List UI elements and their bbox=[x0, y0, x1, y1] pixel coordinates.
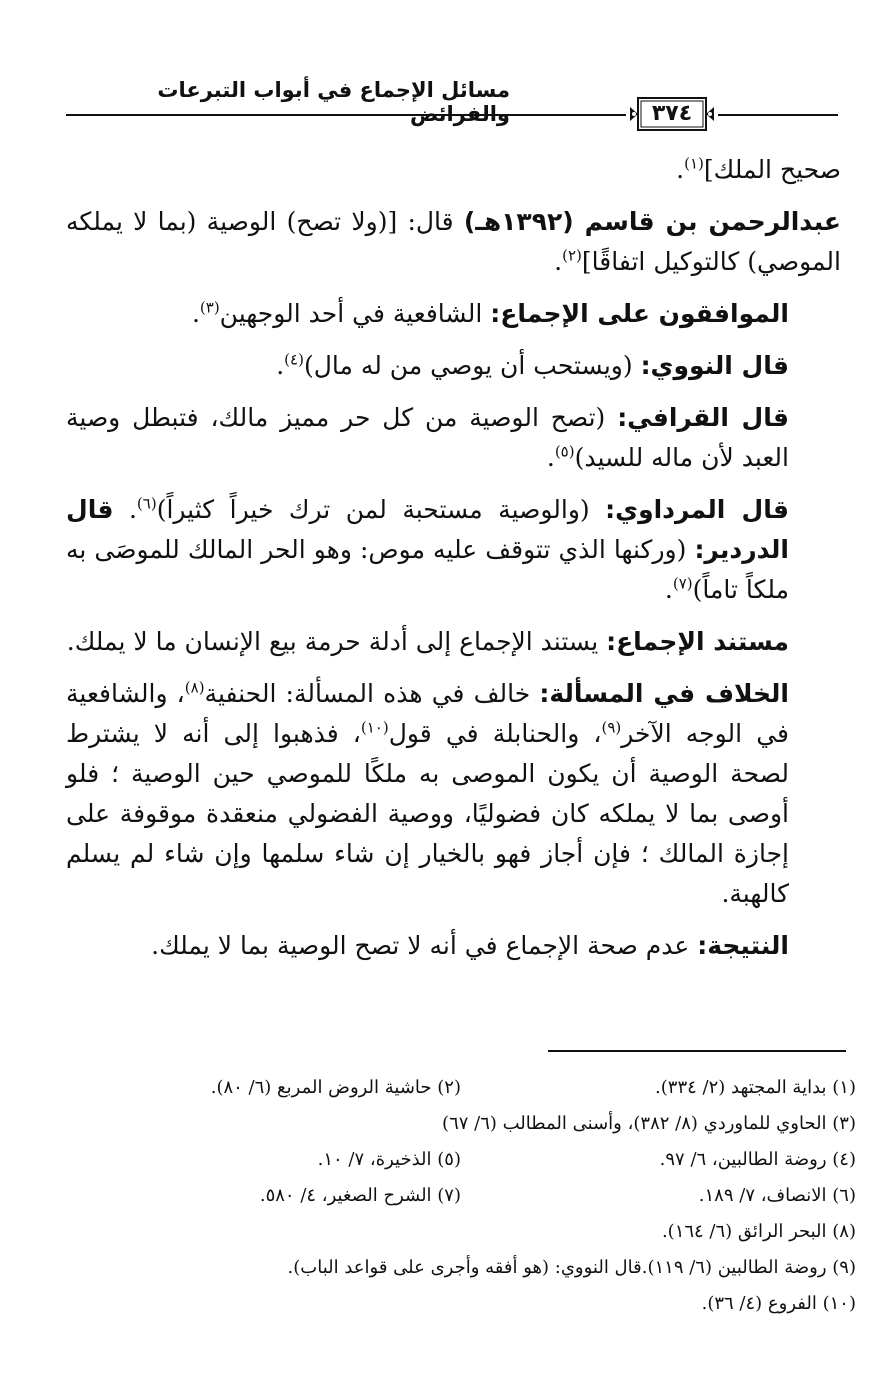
footnote-item: (٨) البحر الرائق (٦/ ١٦٤). bbox=[661, 1221, 856, 1242]
section-label: قال الدردير: bbox=[66, 495, 789, 564]
period: . bbox=[276, 351, 285, 380]
scholar-name: عبدالرحمن بن قاسم (١٣٩٢هـ) bbox=[463, 207, 841, 236]
footnote-item: (٩) روضة الطالبين (٦/ ١١٩).قال النووي: (هو أفقه وأجرى على قواعد الباب). bbox=[287, 1257, 856, 1278]
footnote-row bbox=[66, 1142, 856, 1178]
paragraph-text: ، فذهبوا إلى أنه لا يشترط لصحة الوصية أن يكون الموصى به ملكًا للموصي حين الوصية ؛ فلو أوصى بما لا يملكه كان فضوليًا، ووصية الفضولي منعقدة موقوفة على إجازة المالك ؛ فإن أجاز فهو بالخيار إن شاء سلمها وإن شاء لم يسلم كالهبة. bbox=[66, 719, 789, 908]
footnote-row bbox=[66, 1286, 856, 1322]
paragraph-text: صحيح الملك] bbox=[703, 155, 841, 184]
period: . bbox=[664, 575, 673, 604]
main-text bbox=[66, 150, 841, 978]
footnote-item: (٧) الشرح الصغير، ٤/ ٥٨٠. bbox=[259, 1185, 461, 1206]
paragraph-text: خالف في هذه المسألة: الحنفية bbox=[204, 679, 540, 708]
paragraph-text: (وركنها الذي تتوقف عليه موص: وهو الحر المالك للموصَى به ملكاً تاماً) bbox=[66, 535, 789, 604]
paragraph-agreeing bbox=[66, 294, 841, 334]
footnote-row bbox=[66, 1250, 856, 1286]
section-label: قال القرافي: bbox=[617, 403, 789, 432]
paragraph-text: يستند الإجماع إلى أدلة حرمة بيع الإنسان ما لا يملك. bbox=[66, 627, 607, 656]
footnote-ref: (١) bbox=[684, 154, 704, 173]
paragraph-text: (تصح الوصية من كل حر مميز مالك، فتبطل وصية العبد لأن ماله للسيد) bbox=[66, 403, 789, 472]
paragraph-text: (والوصية مستحبة لمن ترك خيراً كثيراً) bbox=[156, 495, 606, 524]
footnotes bbox=[66, 1070, 856, 1322]
paragraph-mardawi-dardir bbox=[66, 490, 841, 610]
paragraph-result bbox=[66, 926, 841, 966]
period: . bbox=[676, 155, 685, 184]
paragraph-continuation bbox=[66, 150, 841, 190]
period: . bbox=[554, 247, 563, 276]
header-rule bbox=[66, 114, 626, 116]
paragraph-text: الشافعية في أحد الوجهين bbox=[219, 299, 491, 328]
period: . bbox=[546, 443, 555, 472]
footnote-separator bbox=[548, 1050, 846, 1052]
paragraph-text: (ويستحب أن يوصي من له مال) bbox=[303, 351, 641, 380]
footnote-item: (١٠) الفروع (٤/ ٣٦). bbox=[701, 1293, 856, 1314]
footnote-row bbox=[66, 1106, 856, 1142]
paragraph-basis bbox=[66, 622, 841, 662]
footnote-ref: (٧) bbox=[672, 574, 693, 593]
period: . bbox=[191, 299, 200, 328]
paragraph-text: عدم صحة الإجماع في أنه لا تصح الوصية بما لا يملك. bbox=[151, 931, 698, 960]
paragraph-text: قال: [(ولا تصح) الوصية (بما لا يملكه الموصي) كالتوكيل اتفاقًا] bbox=[66, 207, 841, 276]
paragraph-dispute bbox=[66, 674, 841, 914]
footnote-item: (٣) الحاوي للماوردي (٨/ ٣٨٢)، وأسنى المطالب (٦/ ٦٧) bbox=[442, 1113, 856, 1134]
section-label: الموافقون على الإجماع: bbox=[490, 299, 789, 328]
footnote-row bbox=[66, 1070, 856, 1106]
footnote-item: (٤) روضة الطالبين، ٦/ ٩٧. bbox=[659, 1149, 856, 1170]
footnote-ref: (٢) bbox=[562, 246, 582, 265]
footnote-row bbox=[66, 1214, 856, 1250]
footnote-ref: (٦) bbox=[136, 494, 157, 513]
paragraph-text: ، والشافعية في الوجه الآخر bbox=[66, 679, 789, 748]
footnote-row bbox=[66, 1178, 856, 1214]
paragraph-nawawi bbox=[66, 346, 841, 386]
page-number: ٣٧٤ bbox=[651, 101, 693, 126]
footnote-item: (١) بداية المجتهد (٢/ ٣٣٤). bbox=[655, 1077, 856, 1098]
footnote-item: (٢) حاشية الروض المربع (٦/ ٨٠). bbox=[210, 1077, 461, 1098]
section-label: قال المرداوي: bbox=[605, 495, 789, 524]
paragraph-ibn-qasim bbox=[66, 202, 841, 282]
footnote-ref: (٥) bbox=[554, 442, 575, 461]
footnote-ref: (٤) bbox=[284, 350, 304, 369]
footnote-ref: (١٠) bbox=[360, 718, 389, 737]
period: . bbox=[113, 495, 137, 524]
section-label: قال النووي: bbox=[640, 351, 789, 380]
section-label: مستند الإجماع: bbox=[606, 627, 789, 656]
footnote-ref: (٩) bbox=[601, 718, 622, 737]
paragraph-text: ، والحنابلة في قول bbox=[388, 719, 602, 748]
section-label: النتيجة: bbox=[697, 931, 789, 960]
section-label: الخلاف في المسألة: bbox=[539, 679, 789, 708]
footnote-ref: (٣) bbox=[199, 298, 220, 317]
header-rule-right bbox=[718, 114, 838, 116]
footnote-item: (٦) الانصاف، ٧/ ١٨٩. bbox=[698, 1185, 856, 1206]
running-title: مسائل الإجماع في أبواب التبرعات والفرائض bbox=[157, 78, 510, 126]
footnote-ref: (٨) bbox=[184, 678, 205, 697]
paragraph-qarafi bbox=[66, 398, 841, 478]
footnote-item: (٥) الذخيرة، ٧/ ١٠. bbox=[317, 1149, 461, 1170]
